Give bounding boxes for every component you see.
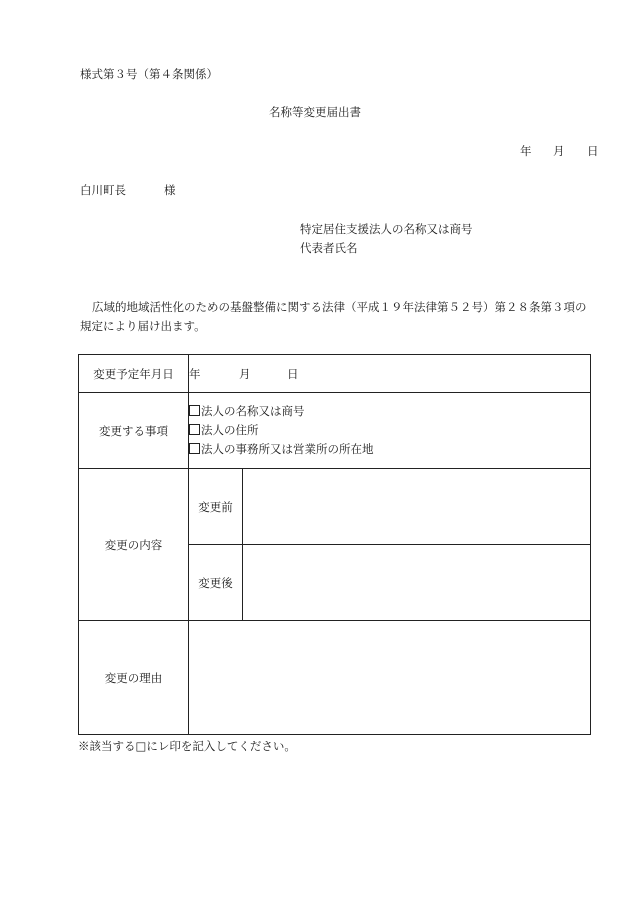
planned-year-label: 年 [189,366,201,381]
checkbox[interactable] [189,424,200,435]
footnote: ※該当する□にレ印を記入してください。 [78,739,296,753]
addressee [80,182,176,198]
submitter-block [300,220,473,258]
row-planned-date [79,355,591,393]
change-item-label: 法人の住所 [201,423,259,437]
before-field[interactable] [243,469,591,545]
date-year-label: 年 [520,144,532,158]
row-change-before [79,469,591,545]
change-item-option[interactable] [189,421,590,440]
reason-label: 変更の理由 [79,621,189,735]
submission-date [520,143,599,159]
change-items-options [189,393,591,469]
checkbox[interactable] [189,443,200,454]
body-text: 広域的地域活性化のための基盤整備に関する法律（平成１９年法律第５２号）第２８条第３項の規定により届け出ます。 [80,300,587,333]
change-content-label: 変更の内容 [79,469,189,621]
corp-name-label: 特定居住支援法人の名称又は商号 [300,222,473,236]
before-label: 変更前 [189,469,243,545]
planned-date-field[interactable] [189,355,591,393]
document-title: 名称等変更届出書 [269,105,361,119]
representative-label: 代表者氏名 [300,241,358,255]
change-item-label: 法人の名称又は商号 [201,404,305,418]
change-item-option[interactable] [189,440,590,459]
after-label: 変更後 [189,545,243,621]
form-number: 様式第３号（第４条関係） [80,67,218,81]
row-reason [79,621,591,735]
planned-date-label: 変更予定年月日 [79,355,189,393]
after-field[interactable] [243,545,591,621]
planned-month-label: 月 [239,366,251,381]
change-form-table [78,354,591,735]
date-day-label: 日 [587,144,599,158]
change-items-label: 変更する事項 [79,393,189,469]
checkbox[interactable] [189,405,200,416]
planned-day-label: 日 [287,366,299,381]
addressee-name: 白川町長 [80,183,126,197]
reason-field[interactable] [189,621,591,735]
change-item-option[interactable] [189,402,590,421]
date-month-label: 月 [553,144,565,158]
change-item-label: 法人の事務所又は営業所の所在地 [201,442,374,456]
row-change-items [79,393,591,469]
addressee-honorific: 様 [164,183,176,197]
